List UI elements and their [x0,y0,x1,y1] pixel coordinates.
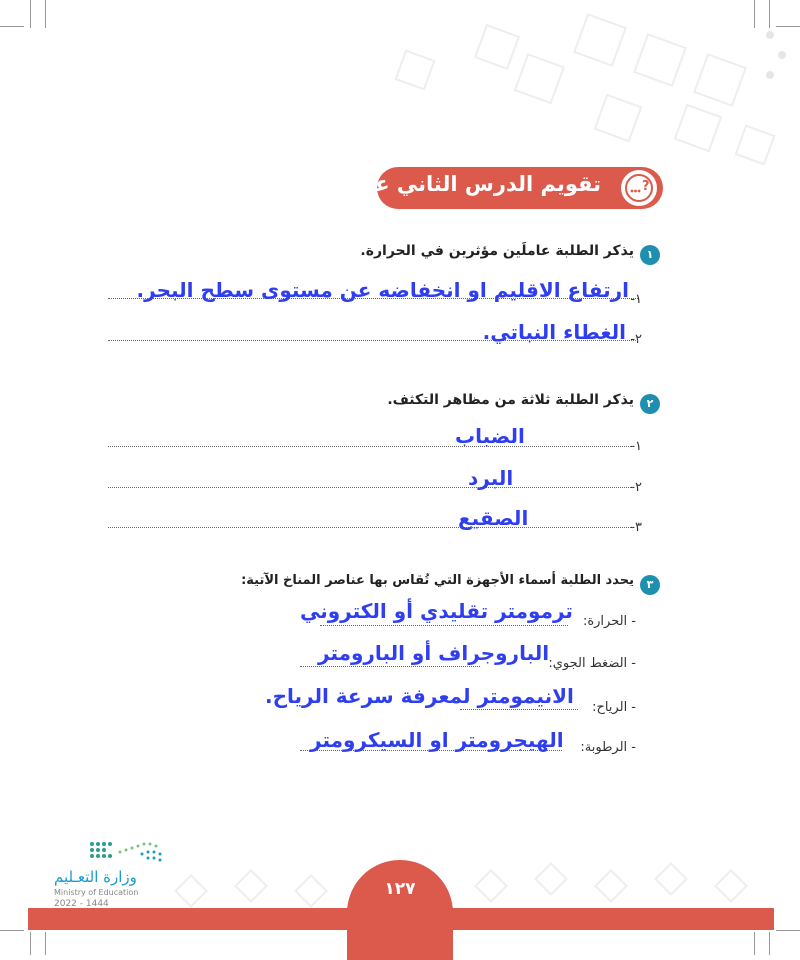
question-number-badge: ١ [640,245,660,265]
answer-text: ارتفاع الاقليم او انخفاضه عن مستوى سطح البحر. [136,278,629,302]
ministry-name-english: Ministry of Education [54,888,139,897]
climate-element-label: - الرطوبة: [580,740,636,755]
lesson-review-banner [340,167,663,209]
answer-line [108,487,633,488]
climate-element-label: - الرياح: [592,700,636,715]
crop-mark [0,26,24,27]
crop-mark [754,0,755,28]
question-bubble-icon [621,170,657,206]
svg-text:?: ? [642,179,650,194]
answer-text: البرد [468,466,514,490]
answer-line [108,527,633,528]
answer-line [108,446,633,447]
answer-text: الهيجرومتر او السيكرومتر [310,728,564,752]
banner-title: تقويم الدرس الثاني عشر [340,172,601,196]
answer-line [300,666,480,667]
answer-text: الضباب [455,424,525,448]
question-prompt: يذكر الطلبة ثلاثة من مظاهر التكثف. [387,392,634,408]
crop-mark [45,932,46,955]
question-number-badge: ٣ [640,575,660,595]
item-number: ٢- [630,480,642,495]
crop-mark [769,0,770,28]
answer-text: الغطاء النباتي. [482,320,626,344]
crop-mark [30,0,31,28]
item-number: ١- [630,292,642,307]
crop-mark [754,932,755,955]
ministry-year: 2022 - 1444 [54,899,109,909]
crop-mark [776,26,800,27]
climate-element-label: - الضغط الجوي: [548,656,636,671]
answer-text: الصقيع [458,506,529,530]
crop-mark [769,932,770,955]
question-prompt: يحدد الطلبة أسماء الأجهزة التي تُقاس بها عناصر المناخ الآتية: [241,573,634,588]
answer-line [320,625,568,626]
climate-element-label: - الحرارة: [582,614,636,629]
answer-text: الباروجراف أو البارومتر [318,641,550,665]
crop-mark [30,932,31,955]
ministry-logo-icon [88,838,168,864]
item-number: ٢- [630,332,642,347]
crop-mark [45,0,46,28]
ministry-name-arabic: وزارة التعـليم [54,868,137,886]
answer-line [460,709,578,710]
answer-text: ترمومتر تقليدي أو الكتروني [300,599,573,623]
crop-mark [0,930,24,931]
item-number: ١- [630,439,642,454]
question-number-badge: ٢ [640,394,660,414]
page-number: ١٢٧ [347,860,453,960]
question-prompt: يذكر الطلبة عاملَين مؤثرين في الحرارة. [360,243,634,259]
item-number: ٣- [630,520,642,535]
answer-text: الانيمومتر لمعرفة سرعة الرياح. [265,684,574,708]
crop-mark [776,930,800,931]
